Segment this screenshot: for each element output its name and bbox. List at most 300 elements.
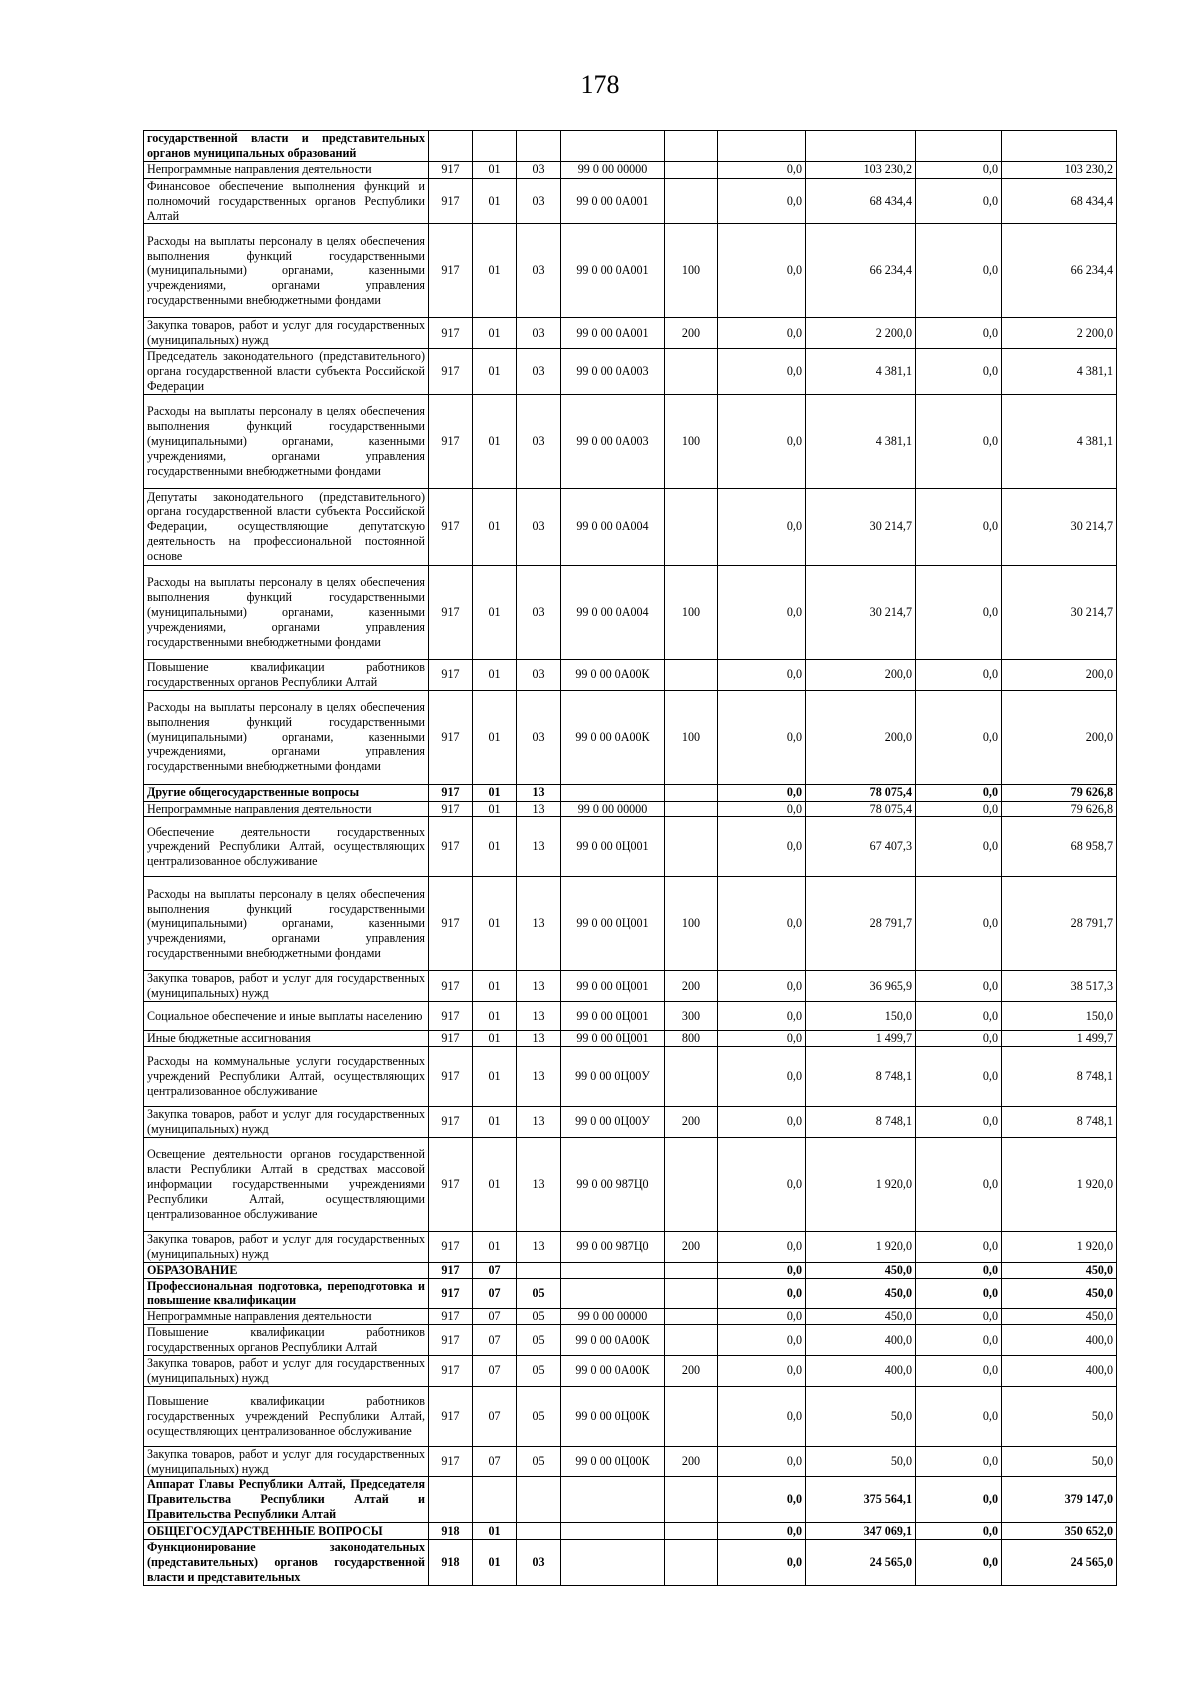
cell-v1: 0,0 [718, 1309, 806, 1325]
cell-pr: 03 [517, 394, 561, 488]
cell-v4: 28 791,7 [1002, 877, 1117, 971]
cell-v2: 103 230,2 [806, 161, 916, 178]
table-row [144, 1309, 1117, 1325]
cell-v1: 0,0 [718, 1002, 806, 1031]
cell-csr: 99 0 00 00000 [561, 161, 665, 178]
cell-v4: 8 748,1 [1002, 1047, 1117, 1107]
cell-v4: 400,0 [1002, 1355, 1117, 1386]
cell-csr: 99 0 00 0Ц00К [561, 1446, 665, 1477]
cell-gr: 917 [429, 161, 473, 178]
cell-name: Обеспечение деятельности государственных учреждений Республики Алтай, осуществляющих централизованное обслуживание [144, 817, 429, 877]
cell-name: Освещение деятельности органов государственной власти Республики Алтай в средствах массовой информации государственными учреждениями Республики Алтай, осуществляющими централизованное обслуживание [144, 1137, 429, 1231]
cell-v2: 68 434,4 [806, 178, 916, 224]
cell-v3: 0,0 [916, 1137, 1002, 1231]
cell-rz: 01 [473, 1540, 517, 1586]
cell-gr: 917 [429, 1446, 473, 1477]
cell-v3: 0,0 [916, 1386, 1002, 1446]
cell-v4: 66 234,4 [1002, 224, 1117, 318]
table-row [144, 1278, 1117, 1309]
cell-v1: 0,0 [718, 224, 806, 318]
cell-v2: 8 748,1 [806, 1107, 916, 1138]
cell-name: Расходы на выплаты персоналу в целях обеспечения выполнения функций государственными (муниципальными) органами, казенными учреждениями, органами управления государственными внебюджетными фондами [144, 565, 429, 659]
cell-v1: 0,0 [718, 659, 806, 690]
cell-v2: 1 920,0 [806, 1137, 916, 1231]
cell-name: Аппарат Главы Республики Алтай, Председателя Правительства Республики Алтай и Правительства Республики Алтай [144, 1477, 429, 1523]
table-row [144, 1540, 1117, 1586]
cell-v4: 79 626,8 [1002, 801, 1117, 817]
table-row [144, 565, 1117, 659]
cell-v1: 0,0 [718, 784, 806, 801]
cell-gr: 917 [429, 817, 473, 877]
table-row [144, 690, 1117, 784]
table-row [144, 1002, 1117, 1031]
cell-vr [665, 131, 718, 162]
cell-pr: 03 [517, 659, 561, 690]
cell-v2: 2 200,0 [806, 318, 916, 349]
cell-v4: 79 626,8 [1002, 784, 1117, 801]
cell-v4: 2 200,0 [1002, 318, 1117, 349]
cell-pr: 13 [517, 817, 561, 877]
table-row [144, 1386, 1117, 1446]
cell-v2: 66 234,4 [806, 224, 916, 318]
cell-csr [561, 1540, 665, 1586]
cell-vr [665, 488, 718, 565]
cell-v2: 347 069,1 [806, 1523, 916, 1540]
cell-v1: 0,0 [718, 394, 806, 488]
cell-vr [665, 1278, 718, 1309]
cell-v4: 68 434,4 [1002, 178, 1117, 224]
cell-v2: 4 381,1 [806, 394, 916, 488]
cell-gr: 917 [429, 877, 473, 971]
cell-v4: 38 517,3 [1002, 971, 1117, 1002]
table-row [144, 817, 1117, 877]
cell-v3: 0,0 [916, 565, 1002, 659]
cell-name: государственной власти и представительных органов муниципальных образований [144, 131, 429, 162]
cell-pr: 05 [517, 1325, 561, 1356]
cell-csr: 99 0 00 0А00К [561, 659, 665, 690]
cell-v4 [1002, 131, 1117, 162]
cell-name: Непрограммные направления деятельности [144, 801, 429, 817]
cell-v2: 1 499,7 [806, 1031, 916, 1047]
table-row [144, 224, 1117, 318]
cell-vr: 200 [665, 1231, 718, 1262]
cell-v2: 36 965,9 [806, 971, 916, 1002]
cell-vr [665, 817, 718, 877]
cell-v4: 1 499,7 [1002, 1031, 1117, 1047]
table-row [144, 131, 1117, 162]
cell-csr: 99 0 00 0Ц001 [561, 877, 665, 971]
cell-csr: 99 0 00 0А003 [561, 394, 665, 488]
cell-v4: 150,0 [1002, 1002, 1117, 1031]
cell-v3 [916, 131, 1002, 162]
cell-v2: 78 075,4 [806, 784, 916, 801]
cell-v2: 200,0 [806, 690, 916, 784]
cell-rz: 01 [473, 488, 517, 565]
cell-name: Иные бюджетные ассигнования [144, 1031, 429, 1047]
cell-vr [665, 178, 718, 224]
cell-v2: 450,0 [806, 1278, 916, 1309]
cell-vr [665, 1262, 718, 1278]
cell-pr: 03 [517, 565, 561, 659]
cell-vr: 800 [665, 1031, 718, 1047]
cell-name: Закупка товаров, работ и услуг для государственных (муниципальных) нужд [144, 971, 429, 1002]
cell-pr: 05 [517, 1309, 561, 1325]
cell-rz: 01 [473, 394, 517, 488]
cell-v2: 400,0 [806, 1355, 916, 1386]
table-row [144, 1446, 1117, 1477]
cell-v2: 150,0 [806, 1002, 916, 1031]
cell-pr: 05 [517, 1278, 561, 1309]
cell-name: Непрограммные направления деятельности [144, 161, 429, 178]
cell-csr [561, 1262, 665, 1278]
cell-rz: 01 [473, 801, 517, 817]
cell-gr: 917 [429, 801, 473, 817]
cell-rz: 01 [473, 1523, 517, 1540]
cell-pr: 13 [517, 801, 561, 817]
cell-pr: 03 [517, 161, 561, 178]
cell-gr: 917 [429, 1262, 473, 1278]
cell-gr: 917 [429, 1386, 473, 1446]
cell-v2: 78 075,4 [806, 801, 916, 817]
cell-name: Повышение квалификации работников государственных органов Республики Алтай [144, 659, 429, 690]
cell-v2: 450,0 [806, 1262, 916, 1278]
cell-v3: 0,0 [916, 178, 1002, 224]
cell-csr: 99 0 00 0Ц00У [561, 1047, 665, 1107]
cell-csr: 99 0 00 987Ц0 [561, 1137, 665, 1231]
cell-rz: 01 [473, 659, 517, 690]
cell-csr [561, 1278, 665, 1309]
cell-pr [517, 1477, 561, 1523]
cell-name: ОБРАЗОВАНИЕ [144, 1262, 429, 1278]
table-row [144, 801, 1117, 817]
cell-pr [517, 1262, 561, 1278]
table-row [144, 161, 1117, 178]
cell-pr: 13 [517, 1137, 561, 1231]
cell-pr: 13 [517, 877, 561, 971]
cell-v1: 0,0 [718, 1325, 806, 1356]
table-row [144, 1031, 1117, 1047]
cell-csr: 99 0 00 0Ц001 [561, 817, 665, 877]
cell-gr: 917 [429, 1231, 473, 1262]
cell-rz: 01 [473, 161, 517, 178]
cell-vr [665, 1309, 718, 1325]
cell-v1: 0,0 [718, 1137, 806, 1231]
cell-csr: 99 0 00 0Ц001 [561, 1002, 665, 1031]
cell-v1: 0,0 [718, 565, 806, 659]
cell-v1: 0,0 [718, 1540, 806, 1586]
cell-csr: 99 0 00 0Ц001 [561, 1031, 665, 1047]
cell-vr [665, 1137, 718, 1231]
cell-name: ОБЩЕГОСУДАРСТВЕННЫЕ ВОПРОСЫ [144, 1523, 429, 1540]
cell-v3: 0,0 [916, 161, 1002, 178]
cell-gr [429, 131, 473, 162]
cell-name: Функционирование законодательных (представительных) органов государственной власти и представительных [144, 1540, 429, 1586]
cell-csr: 99 0 00 0А001 [561, 318, 665, 349]
cell-csr: 99 0 00 987Ц0 [561, 1231, 665, 1262]
cell-v3: 0,0 [916, 394, 1002, 488]
cell-pr: 13 [517, 971, 561, 1002]
cell-v3: 0,0 [916, 1477, 1002, 1523]
cell-rz: 01 [473, 690, 517, 784]
cell-name: Повышение квалификации работников государственных учреждений Республики Алтай, осуществляющих централизованное обслуживание [144, 1386, 429, 1446]
cell-v3: 0,0 [916, 318, 1002, 349]
cell-csr [561, 131, 665, 162]
cell-gr: 917 [429, 690, 473, 784]
cell-v2: 4 381,1 [806, 349, 916, 395]
cell-name: Профессиональная подготовка, переподготовка и повышение квалификации [144, 1278, 429, 1309]
cell-v2: 67 407,3 [806, 817, 916, 877]
cell-v1: 0,0 [718, 1523, 806, 1540]
cell-pr: 13 [517, 1107, 561, 1138]
cell-v3: 0,0 [916, 971, 1002, 1002]
cell-rz: 07 [473, 1309, 517, 1325]
table-row [144, 1262, 1117, 1278]
cell-csr: 99 0 00 0Ц00К [561, 1386, 665, 1446]
table-row [144, 488, 1117, 565]
cell-csr: 99 0 00 0Ц00У [561, 1107, 665, 1138]
cell-v1: 0,0 [718, 161, 806, 178]
cell-rz: 01 [473, 349, 517, 395]
cell-vr: 100 [665, 565, 718, 659]
cell-v1: 0,0 [718, 178, 806, 224]
cell-gr: 917 [429, 1309, 473, 1325]
cell-gr: 917 [429, 488, 473, 565]
cell-csr [561, 1523, 665, 1540]
table-row [144, 1231, 1117, 1262]
cell-v3: 0,0 [916, 1309, 1002, 1325]
cell-gr: 918 [429, 1540, 473, 1586]
cell-gr: 917 [429, 318, 473, 349]
cell-v1: 0,0 [718, 1231, 806, 1262]
cell-v3: 0,0 [916, 1446, 1002, 1477]
cell-vr: 100 [665, 224, 718, 318]
cell-pr: 03 [517, 488, 561, 565]
cell-csr: 99 0 00 0А00К [561, 690, 665, 784]
cell-v4: 400,0 [1002, 1325, 1117, 1356]
cell-v4: 24 565,0 [1002, 1540, 1117, 1586]
budget-table [143, 130, 1117, 1586]
cell-v3: 0,0 [916, 1262, 1002, 1278]
cell-v1: 0,0 [718, 1278, 806, 1309]
cell-name: Закупка товаров, работ и услуг для государственных (муниципальных) нужд [144, 318, 429, 349]
cell-gr: 917 [429, 178, 473, 224]
cell-vr: 100 [665, 690, 718, 784]
cell-vr: 100 [665, 394, 718, 488]
cell-v3: 0,0 [916, 1278, 1002, 1309]
cell-csr: 99 0 00 0А00К [561, 1325, 665, 1356]
cell-gr: 917 [429, 349, 473, 395]
cell-gr: 917 [429, 971, 473, 1002]
cell-v3: 0,0 [916, 659, 1002, 690]
cell-v4: 379 147,0 [1002, 1477, 1117, 1523]
cell-v2 [806, 131, 916, 162]
table-row [144, 1477, 1117, 1523]
cell-v3: 0,0 [916, 1231, 1002, 1262]
cell-name: Повышение квалификации работников государственных органов Республики Алтай [144, 1325, 429, 1356]
cell-v2: 50,0 [806, 1446, 916, 1477]
table-row [144, 971, 1117, 1002]
cell-csr: 99 0 00 0А004 [561, 488, 665, 565]
cell-v4: 68 958,7 [1002, 817, 1117, 877]
cell-v4: 1 920,0 [1002, 1137, 1117, 1231]
cell-vr [665, 1477, 718, 1523]
cell-rz: 01 [473, 784, 517, 801]
cell-rz: 01 [473, 1047, 517, 1107]
cell-rz: 01 [473, 224, 517, 318]
table-row [144, 784, 1117, 801]
cell-gr: 917 [429, 659, 473, 690]
cell-vr [665, 801, 718, 817]
table-row [144, 1325, 1117, 1356]
cell-v3: 0,0 [916, 488, 1002, 565]
cell-v1: 0,0 [718, 801, 806, 817]
cell-name: Закупка товаров, работ и услуг для государственных (муниципальных) нужд [144, 1107, 429, 1138]
cell-v4: 200,0 [1002, 659, 1117, 690]
cell-pr: 05 [517, 1355, 561, 1386]
table-row [144, 349, 1117, 395]
cell-v3: 0,0 [916, 801, 1002, 817]
cell-v2: 30 214,7 [806, 565, 916, 659]
cell-rz: 01 [473, 1137, 517, 1231]
cell-pr [517, 1523, 561, 1540]
cell-name: Расходы на коммунальные услуги государственных учреждений Республики Алтай, осуществляющих централизованное обслуживание [144, 1047, 429, 1107]
table-row [144, 877, 1117, 971]
cell-vr: 200 [665, 1107, 718, 1138]
cell-csr: 99 0 00 00000 [561, 1309, 665, 1325]
cell-rz: 01 [473, 178, 517, 224]
cell-rz: 07 [473, 1355, 517, 1386]
cell-v1: 0,0 [718, 1446, 806, 1477]
table-row [144, 659, 1117, 690]
cell-v3: 0,0 [916, 224, 1002, 318]
cell-v2: 400,0 [806, 1325, 916, 1356]
cell-pr: 03 [517, 690, 561, 784]
cell-name: Закупка товаров, работ и услуг для государственных (муниципальных) нужд [144, 1231, 429, 1262]
cell-v1: 0,0 [718, 817, 806, 877]
cell-v3: 0,0 [916, 1002, 1002, 1031]
cell-pr: 03 [517, 318, 561, 349]
cell-gr [429, 1477, 473, 1523]
cell-gr: 917 [429, 784, 473, 801]
cell-gr: 918 [429, 1523, 473, 1540]
cell-pr: 13 [517, 1002, 561, 1031]
cell-vr [665, 1523, 718, 1540]
cell-name: Депутаты законодательного (представительного) органа государственной власти субъекта Российской Федерации, осуществляющие депутатскую деятельность на профессиональной постоянной основе [144, 488, 429, 565]
cell-v3: 0,0 [916, 349, 1002, 395]
cell-name: Финансовое обеспечение выполнения функций и полномочий государственных органов Республики Алтай [144, 178, 429, 224]
cell-vr: 200 [665, 1446, 718, 1477]
cell-v1: 0,0 [718, 1107, 806, 1138]
cell-csr: 99 0 00 0А001 [561, 178, 665, 224]
cell-vr [665, 1386, 718, 1446]
cell-v4: 30 214,7 [1002, 565, 1117, 659]
cell-v3: 0,0 [916, 690, 1002, 784]
cell-pr: 13 [517, 1047, 561, 1107]
cell-v1: 0,0 [718, 1031, 806, 1047]
cell-rz: 07 [473, 1446, 517, 1477]
cell-pr: 13 [517, 784, 561, 801]
cell-gr: 917 [429, 565, 473, 659]
cell-v2: 28 791,7 [806, 877, 916, 971]
cell-csr [561, 1477, 665, 1523]
cell-csr: 99 0 00 00000 [561, 801, 665, 817]
cell-rz [473, 1477, 517, 1523]
cell-gr: 917 [429, 1137, 473, 1231]
cell-vr: 200 [665, 318, 718, 349]
cell-v2: 50,0 [806, 1386, 916, 1446]
cell-pr: 05 [517, 1386, 561, 1446]
cell-vr [665, 349, 718, 395]
cell-v2: 450,0 [806, 1309, 916, 1325]
cell-v1: 0,0 [718, 1262, 806, 1278]
cell-rz: 01 [473, 1031, 517, 1047]
cell-v4: 4 381,1 [1002, 349, 1117, 395]
cell-pr: 13 [517, 1031, 561, 1047]
page-number: 178 [580, 70, 620, 99]
cell-name: Социальное обеспечение и иные выплаты населению [144, 1002, 429, 1031]
cell-v1: 0,0 [718, 1386, 806, 1446]
cell-rz: 07 [473, 1262, 517, 1278]
cell-vr [665, 161, 718, 178]
cell-v1: 0,0 [718, 349, 806, 395]
cell-rz [473, 131, 517, 162]
cell-vr: 200 [665, 1355, 718, 1386]
cell-csr: 99 0 00 0А001 [561, 224, 665, 318]
cell-v4: 50,0 [1002, 1446, 1117, 1477]
cell-v3: 0,0 [916, 1523, 1002, 1540]
cell-v3: 0,0 [916, 1325, 1002, 1356]
cell-gr: 917 [429, 1002, 473, 1031]
cell-v4: 450,0 [1002, 1262, 1117, 1278]
cell-v1: 0,0 [718, 690, 806, 784]
cell-v1: 0,0 [718, 1355, 806, 1386]
cell-v1 [718, 131, 806, 162]
cell-gr: 917 [429, 1325, 473, 1356]
cell-v1: 0,0 [718, 1477, 806, 1523]
table-row [144, 1137, 1117, 1231]
cell-rz: 01 [473, 1002, 517, 1031]
cell-v4: 103 230,2 [1002, 161, 1117, 178]
cell-rz: 07 [473, 1386, 517, 1446]
cell-v2: 1 920,0 [806, 1231, 916, 1262]
cell-vr [665, 659, 718, 690]
cell-rz: 07 [473, 1325, 517, 1356]
cell-v3: 0,0 [916, 1540, 1002, 1586]
cell-name: Расходы на выплаты персоналу в целях обеспечения выполнения функций государственными (муниципальными) органами, казенными учреждениями, органами управления государственными внебюджетными фондами [144, 224, 429, 318]
cell-v3: 0,0 [916, 1355, 1002, 1386]
cell-vr: 100 [665, 877, 718, 971]
cell-csr [561, 784, 665, 801]
cell-v4: 30 214,7 [1002, 488, 1117, 565]
cell-v2: 30 214,7 [806, 488, 916, 565]
cell-v1: 0,0 [718, 971, 806, 1002]
cell-gr: 917 [429, 1031, 473, 1047]
cell-v4: 1 920,0 [1002, 1231, 1117, 1262]
cell-pr: 03 [517, 224, 561, 318]
cell-v2: 375 564,1 [806, 1477, 916, 1523]
table-row [144, 394, 1117, 488]
cell-gr: 917 [429, 1047, 473, 1107]
cell-vr: 300 [665, 1002, 718, 1031]
cell-pr: 03 [517, 178, 561, 224]
cell-v3: 0,0 [916, 1047, 1002, 1107]
table-row [144, 1047, 1117, 1107]
cell-v2: 200,0 [806, 659, 916, 690]
cell-name: Закупка товаров, работ и услуг для государственных (муниципальных) нужд [144, 1446, 429, 1477]
cell-rz: 01 [473, 318, 517, 349]
cell-name: Другие общегосударственные вопросы [144, 784, 429, 801]
cell-v4: 450,0 [1002, 1309, 1117, 1325]
